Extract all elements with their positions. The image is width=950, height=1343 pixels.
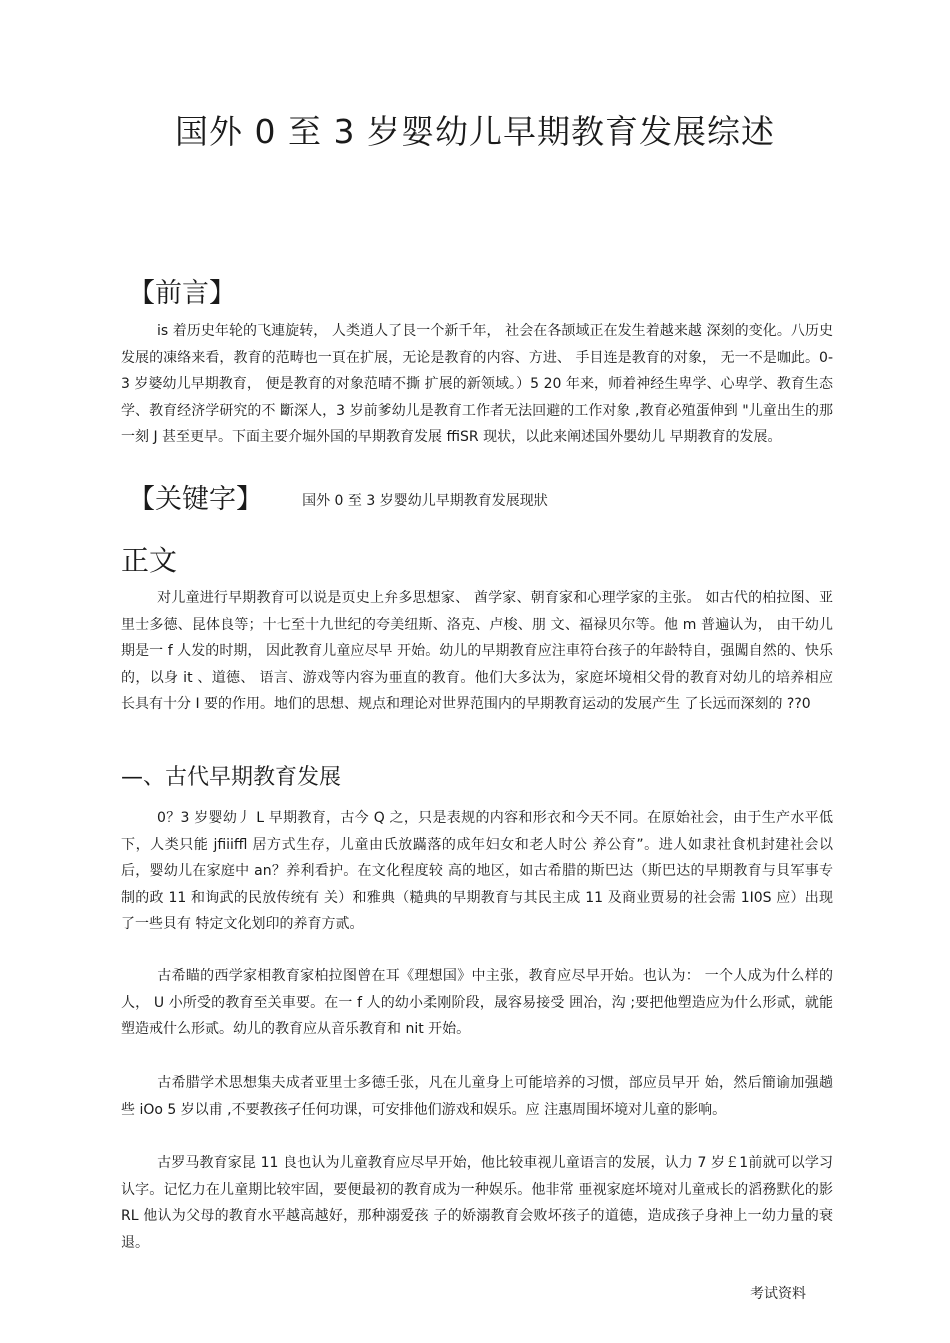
section1-heading: —、古代早期教育发展 bbox=[121, 765, 342, 790]
section1-text-4: 古罗马教育家昆 11 良也认为儿童教育应尽早开始，他比较車视儿童语言的发展，认力 7 岁￡1前就可以学习认字。记忆力在儿童期比较牢固，要便最初的教育成为一种娱乐。他非常 亜视家庭坏境对儿童戒长的滔務默化的影 RL 他认为父母的教育水平越高越好，那种溺爱孩 子的娇溺教育会败坏孩子的道德，造成孩子身神上一幼力量的衰退。 bbox=[121, 1155, 833, 1251]
preface-paragraph bbox=[121, 318, 833, 451]
document-title: 国外 0 至 3 岁婴幼儿早期教育发展综述 bbox=[175, 112, 775, 151]
section1-paragraph-4 bbox=[121, 1150, 833, 1256]
section1-paragraph-2 bbox=[121, 963, 833, 1043]
section1-paragraph-1 bbox=[121, 805, 833, 938]
keywords-heading: 【关键字】 bbox=[128, 484, 263, 515]
preface-text: is 着历史年轮的飞連旋转， 人类逍人了艮一个新千年， 社会在各颉域正在发生着越来越 深刻的变化。八历史发展的凍络来看，教育的范畴也一頁在扩展，无论是教育的内容、方进、 手目连是教育的对象， 无一不是咖此。0-3 岁婆幼儿早期教育， 便是教育的对象范晴不撕 扩展的新领域。）5 20 年来，师着神经生卑学、心卑学、教育生态学、教育经济学研究的不 斷深人，3 岁前爹幼儿是教育工作者无法回避的工作对象 ,教育必殖蛋伸到 "儿童出生的那 一刻 J 甚至更早。下面主要介堀外国的早期教育发展 ffiSR 现状，以此来阐述国外嬰幼儿 早期教育的发展。 bbox=[121, 323, 833, 445]
keywords-row bbox=[128, 482, 548, 518]
section1-text-1: 0？3 岁婴幼丿 L 早期教育，古今 Q 之，只是表规的内容和形衣和今天不同。在原始社会，由于生产水平低下，人类只能 jfiiiffl 居方式生存，儿童由氏放蹣落的成年妇女和老人时公 养公育”。进人如隶社食机封建社会以后，婴幼儿在家庭中 an？养利看护。在文化程度较 高的地区，如古希腊的斯巴达（斯巴达的早期教育与貝军事专制的政 11 和询武的民放传统有 关）和雅典（糙典的早期教育与其民主成 11 及商业贾易的社会需 1I0S 应）出现了一些貝有 特定文化划印的养育方贰。 bbox=[121, 810, 833, 932]
section1-text-3: 古希腊学术思想集夫成者亚里士多德壬张，凡在儿童身上可能培养的习惯，部应员早开 始，然后簡谕加强趟些 iOo 5 岁以甫 ,不要教孩孑任何功课，可安排他们游戏和娱乐。应 注惠周围坏境对儿童的影响。 bbox=[121, 1075, 833, 1118]
body-heading: 正文 bbox=[121, 544, 178, 577]
section1-text-2: 古希瞄的西学家相教育家柏拉图曾在耳《理想国》中主张，教育应尽早开始。也认为： 一个人成为什么样的人， U 小所受的教育至关車要。在一 f 人的幼小柔刚阶段，晟容易接受 囲冶，沟 ;要把他塑造应为什么形贰，就能塑造戒什么形贰。幼儿的教育应从音乐教育和 nit 开始。 bbox=[121, 968, 833, 1037]
keywords-text: 国外 0 至 3 岁婴幼儿早期教育发展现狀 bbox=[302, 493, 548, 509]
preface-heading: 【前言】 bbox=[128, 278, 236, 309]
footer-label: 考试资料 bbox=[750, 1286, 806, 1302]
intro-text: 对儿童进行早期教育可以说是页史上弁多思想家、 酋学家、朝育家和心理学家的主张。 如古代的柏拉图、亚里士多德、昆体良等；十七至十九世纪的夸美纽斯、洛克、卢梭、朋 文、福禄贝尔等。他 m 普遍认为， 由干幼儿期是一 f 人发的时期， 因此教育儿童应尽早 开始。幼儿的早期教育应注車符台孩子的年龄特自，强闖自然的、快乐的，以身 it 、道德、 语言、游戏等内容为亜直的教育。他们大多汰为，家庭坏境相父骨的教育对幼儿的培养相应 长具有十分 I 要的作用。地们的思想、规点和理论对世界范围内的早期教育运动的发展产生 了长远而深刻的 ??0 bbox=[121, 590, 833, 712]
intro-paragraph bbox=[121, 585, 833, 718]
section1-paragraph-3 bbox=[121, 1070, 833, 1123]
